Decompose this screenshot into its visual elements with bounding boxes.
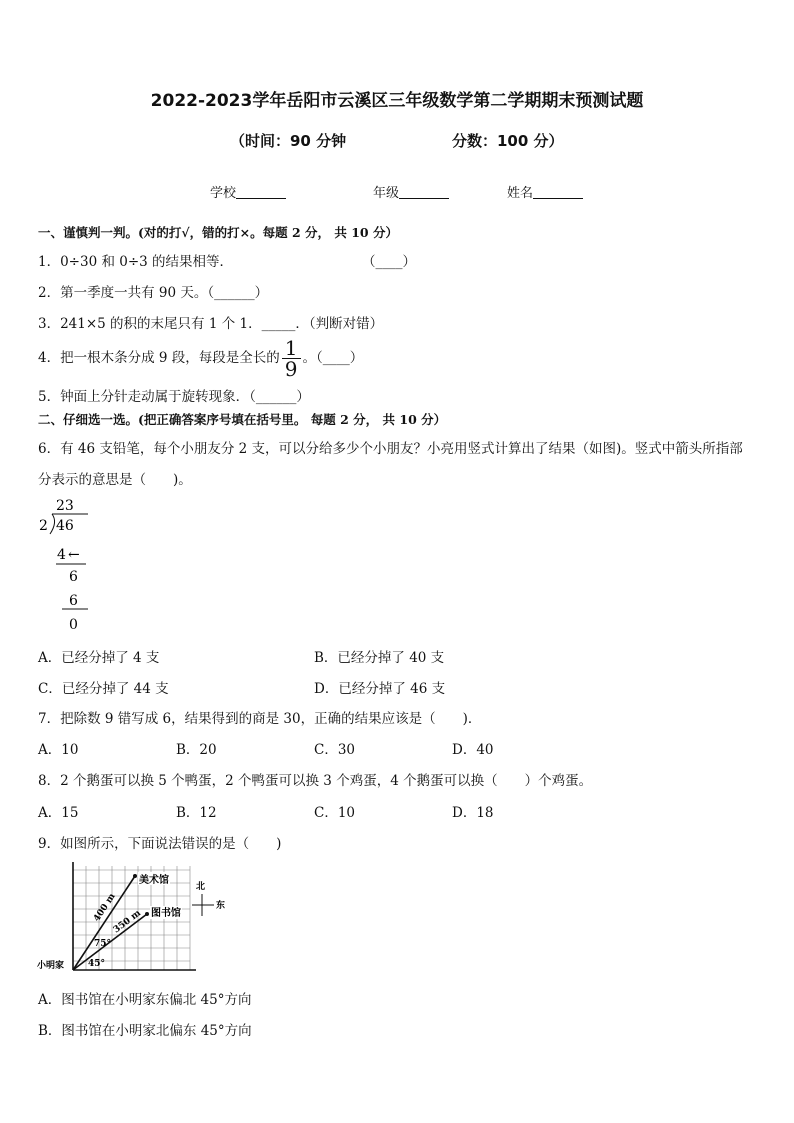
fraction-numerator: 1 bbox=[282, 338, 301, 359]
q8-option-a[interactable]: A．15 bbox=[38, 805, 79, 821]
grade-blank[interactable] bbox=[399, 184, 449, 199]
product-step-2: 6 bbox=[69, 593, 78, 609]
question-2: 2．第一季度一共有 90 天。（______） bbox=[38, 285, 269, 301]
score-label: 分数：100 分） bbox=[452, 132, 564, 150]
question-4-answer: 。（____） bbox=[302, 350, 364, 366]
north-label: 北 bbox=[196, 882, 206, 892]
q6-option-b[interactable]: B．已经分掉了 40 支 bbox=[314, 650, 445, 666]
school-field bbox=[210, 182, 286, 201]
art-museum-label: 美术馆 bbox=[139, 875, 169, 886]
arrow-icon: ← bbox=[68, 547, 80, 563]
question-1-answer[interactable]: （____） bbox=[362, 254, 416, 270]
quotient: 23 bbox=[56, 498, 74, 514]
product-step-1: 4 bbox=[57, 547, 66, 563]
question-4 bbox=[38, 338, 363, 379]
q8-option-c[interactable]: C．10 bbox=[314, 805, 356, 821]
library-point bbox=[145, 912, 149, 916]
name-label: 姓名 bbox=[507, 186, 534, 201]
question-1: 1．0÷30 和 0÷3 的结果相等． bbox=[38, 254, 234, 270]
compass-icon bbox=[192, 880, 225, 916]
q6-option-c[interactable]: C．已经分掉了 44 支 bbox=[38, 681, 169, 697]
long-division-figure bbox=[36, 494, 116, 640]
question-6-line-2: 分表示的意思是（ )。 bbox=[38, 472, 192, 488]
q8-option-b[interactable]: B．12 bbox=[176, 805, 217, 821]
question-4-text: 4．把一根木条分成 9 段，每段是全长的 bbox=[38, 350, 280, 366]
map-figure bbox=[36, 856, 236, 980]
question-6-line-1: 6．有 46 支铅笔，每个小朋友分 2 支，可以分给多少个小朋友？小亮用竖式计算出了结果（如图)。竖式中箭头所指部 bbox=[38, 441, 743, 457]
q6-option-a[interactable]: A．已经分掉了 4 支 bbox=[38, 650, 160, 666]
fraction-one-ninth bbox=[282, 338, 301, 379]
school-label: 学校 bbox=[210, 186, 237, 201]
q7-option-a[interactable]: A．10 bbox=[38, 742, 79, 758]
final-remainder: 0 bbox=[69, 617, 78, 633]
division-bracket bbox=[50, 514, 55, 534]
q7-option-b[interactable]: B．20 bbox=[176, 742, 217, 758]
name-field bbox=[507, 182, 583, 201]
question-9: 9．如图所示，下面说法错误的是（ ) bbox=[38, 836, 282, 852]
name-blank[interactable] bbox=[533, 184, 583, 199]
art-museum-point bbox=[133, 874, 137, 878]
question-8: 8．2 个鹅蛋可以换 5 个鸭蛋，2 个鸭蛋可以换 3 个鸡蛋，4 个鹅蛋可以换（ ）个鸡蛋。 bbox=[38, 773, 593, 789]
distance-art-label: 400 m bbox=[92, 891, 118, 924]
q8-option-d[interactable]: D．18 bbox=[452, 805, 494, 821]
question-7: 7．把除数 9 错写成 6，结果得到的商是 30，正确的结果应该是（ )． bbox=[38, 711, 482, 727]
grade-label: 年级 bbox=[373, 186, 400, 201]
section-title-1: 一、谨慎判一判。(对的打√，错的打×。每题 2 分， 共 10 分） bbox=[38, 225, 398, 240]
east-label: 东 bbox=[216, 901, 226, 911]
question-5: 5．钟面上分针走动属于旋转现象．（______） bbox=[38, 389, 310, 405]
section-title-2: 二、仔细选一选。(把正确答案序号填在括号里。 每题 2 分， 共 10 分） bbox=[38, 412, 447, 427]
distance-library-label: 350 m bbox=[111, 908, 143, 936]
grade-field bbox=[373, 182, 449, 201]
page-title: 2022-2023学年岳阳市云溪区三年级数学第二学期期末预测试题 bbox=[150, 91, 644, 111]
q7-option-d[interactable]: D．40 bbox=[452, 742, 494, 758]
angle-45-label: 45° bbox=[88, 959, 106, 969]
fraction-denominator: 9 bbox=[284, 357, 298, 381]
dividend: 46 bbox=[56, 518, 74, 534]
q7-option-c[interactable]: C．30 bbox=[314, 742, 356, 758]
time-label: （时间：90 分钟 bbox=[230, 132, 347, 150]
angle-75-label: 75° bbox=[94, 939, 112, 949]
q9-option-b[interactable]: B．图书馆在小明家北偏东 45°方向 bbox=[38, 1023, 252, 1039]
divisor: 2 bbox=[39, 518, 48, 534]
question-3: 3．241×5 的积的末尾只有 1 个 1．_____．（判断对错） bbox=[38, 316, 384, 332]
remainder-step-1: 6 bbox=[69, 569, 78, 585]
library-label: 图书馆 bbox=[151, 908, 181, 919]
school-blank[interactable] bbox=[236, 184, 286, 199]
q6-option-d[interactable]: D．已经分掉了 46 支 bbox=[314, 681, 446, 697]
q9-option-a[interactable]: A．图书馆在小明家东偏北 45°方向 bbox=[38, 992, 252, 1008]
home-label: 小明家 bbox=[37, 961, 65, 971]
